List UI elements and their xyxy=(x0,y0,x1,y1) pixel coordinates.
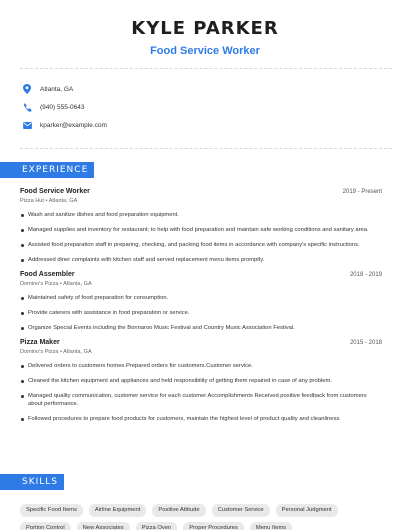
contact-phone-text[interactable]: (940) 555-0643 xyxy=(40,103,85,111)
resume-header xyxy=(0,18,410,57)
skill-chip: Positive Attitude xyxy=(152,504,205,517)
experience-section xyxy=(20,188,382,430)
skill-chip: Airline Equipment xyxy=(89,504,146,517)
job-title: Food Assembler xyxy=(20,271,75,278)
job-dates: 2019 - Present xyxy=(342,189,382,195)
job-bullet: Maintained safety of food preparation for consumption. xyxy=(20,294,382,302)
candidate-name: KYLE PARKER xyxy=(131,18,279,39)
job-bullet: Followed procedures to prepare food products for customers, maintain the highest level of product quality and cleanliness. xyxy=(20,415,382,423)
skill-chip: Portion Control xyxy=(20,522,71,530)
skill-chip: New Associates xyxy=(77,522,130,530)
skills-heading: SKILLS xyxy=(0,474,64,490)
job-company: Domino's Pizza • Atlanta, GA xyxy=(20,281,92,287)
contact-phone xyxy=(22,98,382,116)
skill-chip: Pizza Oven xyxy=(136,522,178,530)
job-bullet: Organize Special Events including the Bonnaroo Music Festival and Country Music Association Festival. xyxy=(20,324,382,332)
skill-chip: Specific Food Items xyxy=(20,504,83,517)
experience-heading: EXPERIENCE xyxy=(0,162,94,178)
skill-chip: Personal Judgment xyxy=(276,504,338,517)
skills-list xyxy=(20,504,395,530)
skill-chip: Customer Service xyxy=(212,504,270,517)
location-pin-icon xyxy=(22,84,32,94)
contact-divider xyxy=(20,148,392,149)
skill-chip: Proper Procedures xyxy=(183,522,244,530)
job-title: Food Service Worker xyxy=(20,188,90,195)
job-bullet: Cleaned the kitchen equipment and appliances and held responsibility of getting them repaired in case of any problem. xyxy=(20,377,382,385)
skill-chip: Menu Items xyxy=(250,522,292,530)
job-dates: 2015 - 2018 xyxy=(349,340,382,346)
job-company: Domino's Pizza • Atlanta, GA xyxy=(20,349,92,355)
job-company: Pizza Hut • Atlanta, GA xyxy=(20,198,78,204)
job-bullet: Managed supplies and inventory for restaurant; to help with food preparation and maintain safe working conditions and sanitary area. xyxy=(20,226,382,234)
contact-email xyxy=(22,116,382,134)
contact-location-text: Atlanta, GA xyxy=(40,85,74,93)
phone-icon xyxy=(22,102,32,112)
job-entry xyxy=(20,271,382,332)
header-divider xyxy=(20,68,392,69)
candidate-title: Food Service Worker xyxy=(150,45,260,57)
job-bullet: Provide caterers with assistance in food preparation or service. xyxy=(20,309,382,317)
contact-location xyxy=(22,80,382,98)
job-entry xyxy=(20,339,382,423)
job-title: Pizza Maker xyxy=(20,339,60,346)
job-bullet: Assisted food preparation staff in preparing, checking, and packing food items in accordance with company's specific instructions. xyxy=(20,241,382,249)
contact-email-text[interactable]: kparker@example.com xyxy=(40,121,107,129)
job-bullet: Managed quality communication, customer service for each customer Accomplishments Received positive feedback from customers about performance. xyxy=(20,392,382,408)
job-bullet: Wash and sanitize dishes and food preparation equipment. xyxy=(20,211,382,219)
contact-list xyxy=(22,80,382,134)
job-bullet: Delivered orders to customers homes.Prepared orders for customers.Customer service. xyxy=(20,362,382,370)
mail-icon xyxy=(22,120,32,130)
job-dates: 2018 - 2019 xyxy=(349,272,382,278)
job-bullet: Addressed diner complaints with kitchen staff and served replacement menu items promptly. xyxy=(20,256,382,264)
job-entry xyxy=(20,188,382,264)
